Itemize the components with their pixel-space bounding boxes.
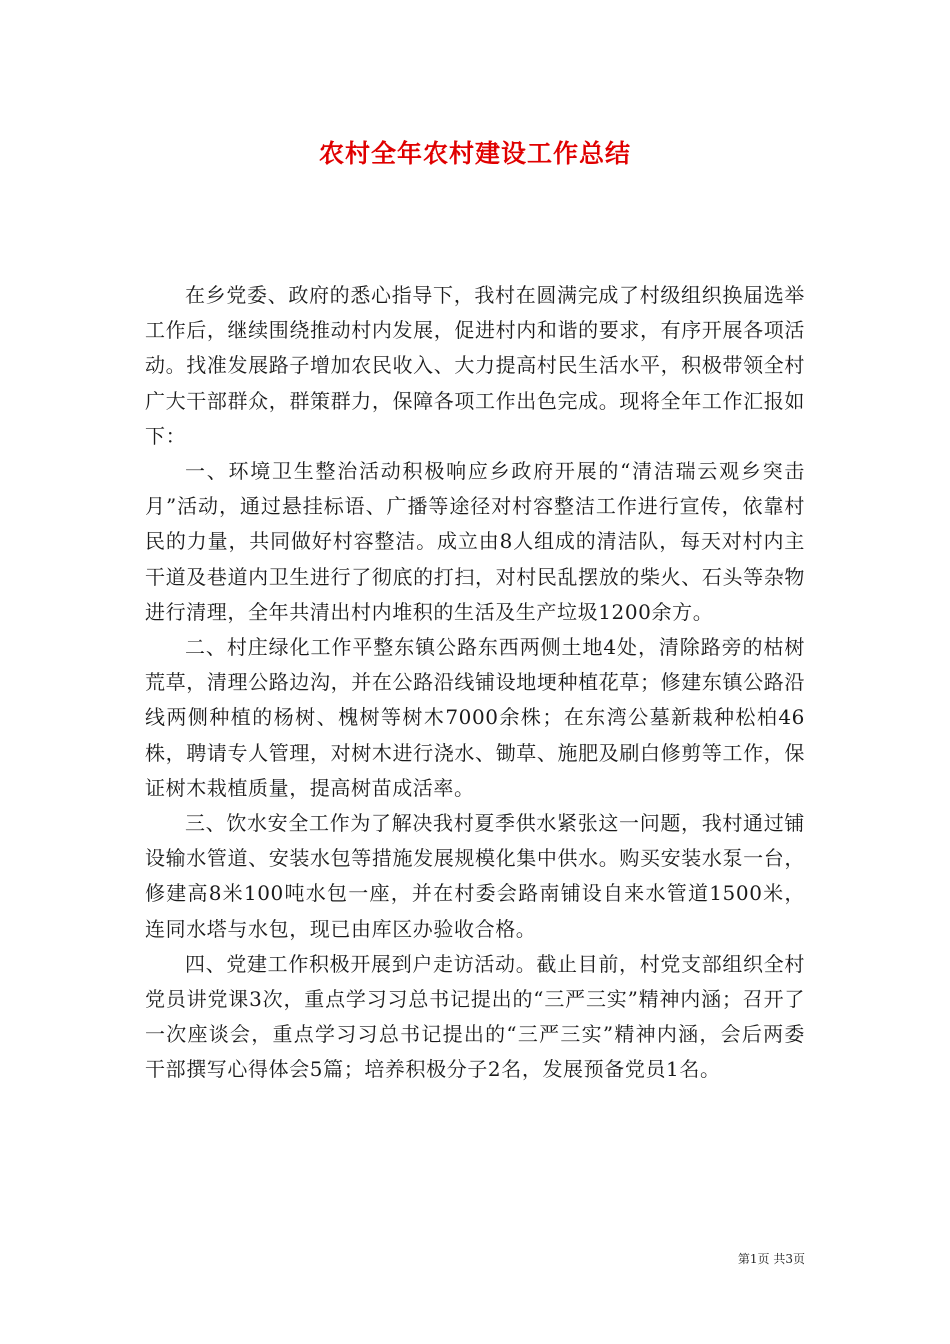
paragraph-greening: 二、村庄绿化工作平整东镇公路东西两侧土地4处，清除路旁的枯树荒草，清理公路边沟，并在公路沿线铺设地埂种植花草；修建东镇公路沿线两侧种植的杨树、槐树等树木7000余株；在东湾公墓新栽种松柏46株，聘请专人管理，对树木进行浇水、锄草、施肥及刷白修剪等工作，保证树木栽植质量，提高树苗成活率。 — [145, 635, 805, 800]
document-title: 农村全年农村建设工作总结 — [318, 139, 631, 168]
document-body — [145, 278, 805, 1088]
paragraph-water-safety: 三、饮水安全工作为了解决我村夏季供水紧张这一问题，我村通过铺设输水管道、安装水包等措施发展规模化集中供水。购买安装水泵一台，修建高8米100吨水包一座，并在村委会路南铺设自来水管道1500米，连同水塔与水包，现已由库区办验收合格。 — [145, 811, 805, 941]
page-number: 第1页 共3页 — [737, 1252, 805, 1266]
paragraph-party-building: 四、党建工作积极开展到户走访活动。截止目前，村党支部组织全村党员讲党课3次，重点学习习总书记提出的“三严三实”精神内涵；召开了一次座谈会，重点学习习总书记提出的“三严三实”精神内涵，会后两委干部撰写心得体会5篇；培养积极分子2名，发展预备党员1名。 — [145, 951, 805, 1082]
paragraph-environment: 一、环境卫生整治活动积极响应乡政府开展的“清洁瑞云观乡突击月”活动，通过悬挂标语、广播等途径对村容整洁工作进行宣传，依靠村民的力量，共同做好村容整洁。成立由8人组成的清洁队，每天对村内主干道及巷道内卫生进行了彻底的打扫，对村民乱摆放的柴火、石头等杂物进行清理，全年共清出村内堆积的生活及生产垃圾1200余方。 — [145, 459, 805, 624]
paragraph-intro: 在乡党委、政府的悉心指导下，我村在圆满完成了村级组织换届选举工作后，继续围绕推动村内发展，促进村内和谐的要求，有序开展各项活动。找准发展路子增加农民收入、大力提高村民生活水平，积极带领全村广大干部群众，群策群力，保障各项工作出色完成。现将全年工作汇报如下： — [145, 283, 805, 448]
